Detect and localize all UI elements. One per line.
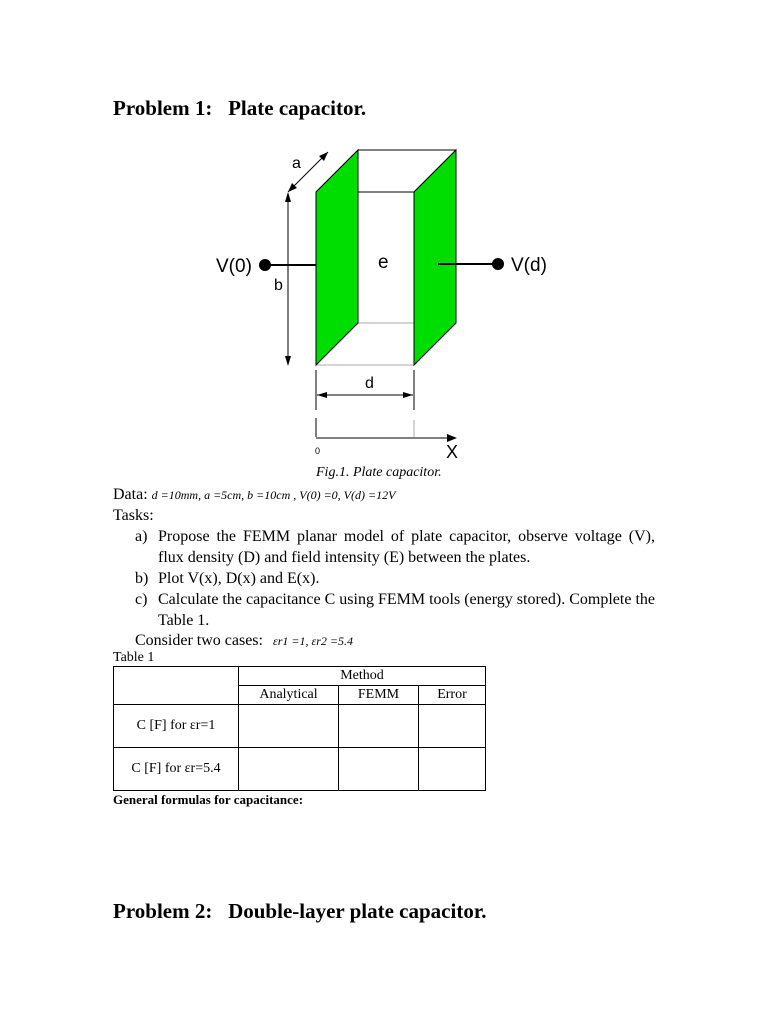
table-row-label: C [F] for εr=1 (114, 705, 239, 748)
table-cell[interactable] (339, 705, 419, 748)
label-e: e (378, 252, 389, 273)
capacitance-table (113, 666, 486, 791)
label-x: X (446, 442, 459, 462)
data-label: Data: (113, 486, 148, 503)
task-item (135, 568, 655, 589)
right-plate (414, 150, 456, 365)
task-item (135, 589, 655, 631)
table-col-header: Analytical (239, 686, 339, 705)
cases-line (135, 630, 353, 652)
label-v0: V(0) (216, 256, 252, 277)
plate-capacitor-figure (200, 140, 580, 470)
label-vd: V(d) (511, 255, 547, 276)
table-title: Table 1 (113, 650, 155, 665)
formulas-heading: General formulas for capacitance: (113, 792, 304, 807)
problem2-title: Problem 2: Double-layer plate capacitor. (113, 899, 487, 923)
table-cell[interactable] (239, 705, 339, 748)
data-line (113, 484, 395, 506)
data-values: d =10mm, a =5cm, b =10cm , V(0) =0, V(d) =12V (151, 488, 396, 502)
label-a: a (292, 155, 301, 172)
task-text: Calculate the capacitance C using FEMM tools (energy stored). Complete the Table 1. (158, 591, 655, 629)
label-d: d (365, 375, 374, 392)
task-label: c) (135, 591, 148, 608)
table-col-header: Error (419, 686, 486, 705)
left-plate (316, 150, 358, 365)
task-label: b) (135, 570, 149, 587)
label-b: b (274, 277, 283, 294)
cases-values: εr1 =1, εr2 =5.4 (272, 634, 353, 648)
figure-caption: Fig.1. Plate capacitor. (316, 465, 442, 480)
table-row-label: C [F] for εr=5.4 (114, 748, 239, 791)
table-group-header: Method (239, 667, 486, 686)
table-row (114, 705, 486, 748)
task-label: a) (135, 528, 148, 545)
task-text: Plot V(x), D(x) and E(x). (158, 570, 320, 587)
tasks-label: Tasks: (113, 507, 154, 524)
table-col-header: FEMM (339, 686, 419, 705)
task-text: Propose the FEMM planar model of plate capacitor, observe voltage (V), flux density (D) and field intensity (E) between the plates. (158, 528, 655, 566)
problem1-title: Problem 1: Plate capacitor. (113, 96, 367, 120)
table-row (114, 748, 486, 791)
table-cell[interactable] (419, 705, 486, 748)
task-item (135, 526, 655, 568)
cases-label: Consider two cases: (135, 632, 263, 649)
label-origin: 0 (315, 446, 321, 456)
table-cell[interactable] (339, 748, 419, 791)
table-cell[interactable] (419, 748, 486, 791)
table-corner-cell (114, 667, 239, 705)
table-cell[interactable] (239, 748, 339, 791)
